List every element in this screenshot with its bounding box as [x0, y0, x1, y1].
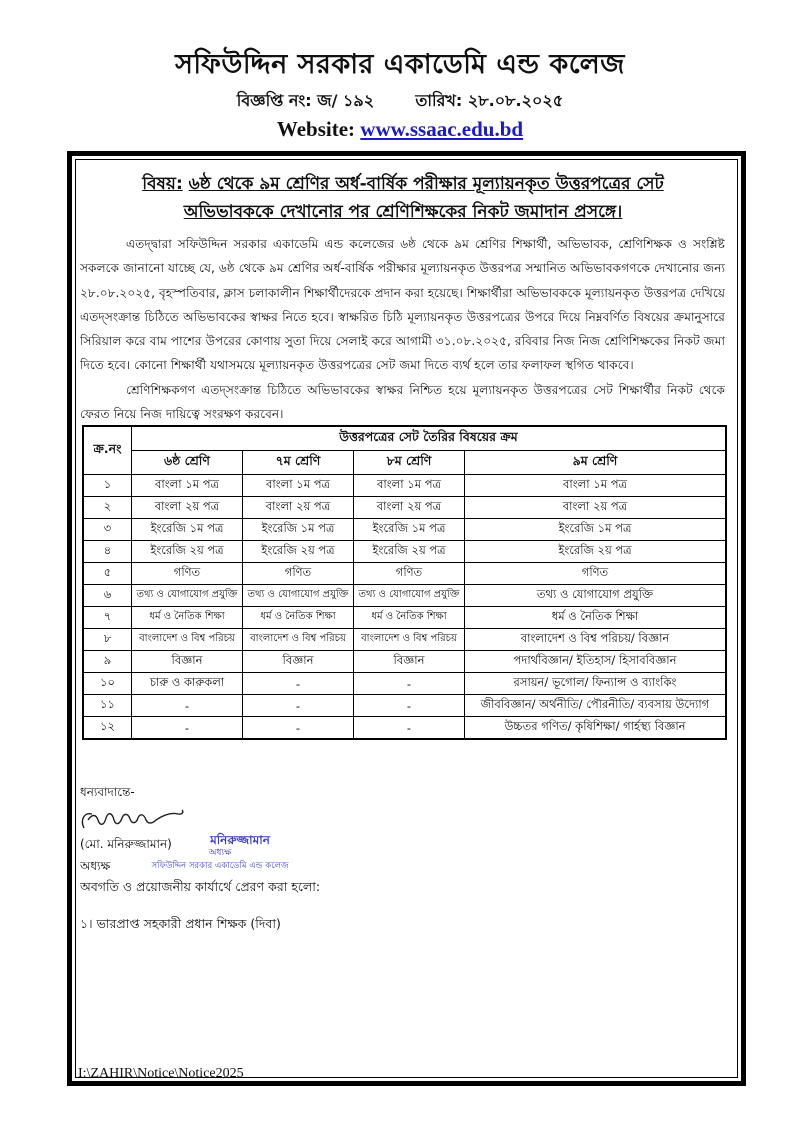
- stamp-name: মনিরুজ্জামান: [210, 833, 270, 847]
- subject-cell-class-6: -: [132, 717, 243, 740]
- notice-date: ২৮.০৮.২০২৫: [467, 91, 564, 110]
- subject-cell-class-9: জীববিজ্ঞান/ অর্থনীতি/ পৌরনীতি/ ব্যবসায় উদ্যোগ: [465, 695, 727, 717]
- subject-cell-class-9: বাংলাদেশ ও বিশ্ব পরিচয়/ বিজ্ঞান: [465, 629, 727, 651]
- subject-cell-class-9: ইংরেজি ১ম পত্র: [465, 519, 727, 541]
- body-paragraph-1: এতদ্দ্বারা সফিউদ্দিন সরকার একাডেমি এন্ড কলেজের ৬ষ্ঠ থেকে ৯ম শ্রেণির শিক্ষার্থী, অভিভাবক, শ্রেণিশিক্ষক ও সংশ্লিষ্ট সকলকে জানানো যাচ্ছে যে, ৬ষ্ঠ থেকে ৯ম শ্রেণির অর্ধ-বার্ষিক পরীক্ষার মূল্যায়নকৃত উত্তরপত্র সম্মানিত অভিভাবকগণকে দেখানোর জন্য ২৮.০৮.২০২৫, বৃহস্পতিবার, ক্লাস চলাকালীন শিক্ষার্থীদেরকে প্রদান করা হয়েছে। শিক্ষার্থীরা অভিভাবককে মূল্যায়নকৃত উত্তরপত্র দেখিয়ে এতদ্সংক্রান্ত চিঠিতে অভিভাবকের স্বাক্ষর নিতে হবে। স্বাক্ষরিত চিঠি মূল্যায়নকৃত উত্তরপত্রের উপরে দিয়ে নিম্নবর্ণিত বিষয়ের ক্রমানুসারে সিরিয়াল করে বাম পাশের উপরের কোণায় সুতা দিয়ে সেলাই করে আগামী ৩১.০৮.২০২৫, রবিবার নিজ নিজ শ্রেণিশিক্ষকের নিকট জমা দিতে হবে। কোনো শিক্ষার্থী যথাসময়ে মূল্যায়নকৃত উত্তরপত্রের সেট জমা দিতে ব্যর্থ হলে তার ফলাফল স্থগিত থাকবে।: [80, 237, 725, 373]
- table-row: [83, 651, 726, 673]
- subject-cell-class-7: -: [243, 673, 354, 695]
- subject-cell-class-8: তথ্য ও যোগাযোগ প্রযুক্তি: [354, 585, 465, 607]
- serial-header: ক্র.নং: [83, 426, 132, 475]
- subject-cell-class-6: বিজ্ঞান: [132, 651, 243, 673]
- subject-cell-class-7: বাংলাদেশ ও বিশ্ব পরিচয়: [243, 629, 354, 651]
- subject-cell-class-6: তথ্য ও যোগাযোগ প্রযুক্তি: [132, 585, 243, 607]
- table-row: [83, 695, 726, 717]
- subject-cell-class-9: ধর্ম ও নৈতিক শিক্ষা: [465, 607, 727, 629]
- table-row: [83, 607, 726, 629]
- subject-cell-class-8: বিজ্ঞান: [354, 651, 465, 673]
- subject-cell-class-6: বাংলা ২য় পত্র: [132, 497, 243, 519]
- subject-cell-class-7: বিজ্ঞান: [243, 651, 354, 673]
- subject-cell-class-8: বাংলাদেশ ও বিশ্ব পরিচয়: [354, 629, 465, 651]
- serial-cell: ১০: [83, 673, 132, 695]
- subject-cell-class-8: বাংলা ১ম পত্র: [354, 475, 465, 497]
- serial-cell: ৩: [83, 519, 132, 541]
- subject-line-2: অভিভাবককে দেখানোর পর শ্রেণিশিক্ষকের নিকট জমাদান প্রসঙ্গে।: [183, 202, 623, 222]
- serial-cell: ৯: [83, 651, 132, 673]
- subject-line-1: ৬ষ্ঠ থেকে ৯ম শ্রেণির অর্ধ-বার্ষিক পরীক্ষার মূল্যায়নকৃত উত্তরপত্রের সেট: [188, 174, 664, 194]
- website-line: [0, 117, 800, 142]
- subject-cell-class-8: ইংরেজি ১ম পত্র: [354, 519, 465, 541]
- subject-cell-class-6: ইংরেজি ১ম পত্র: [132, 519, 243, 541]
- table-body: [83, 475, 726, 740]
- signatory-name: (মো. মনিরুজ্জামান): [80, 837, 172, 851]
- serial-cell: ২: [83, 497, 132, 519]
- subject-cell-class-6: বাংলা ১ম পত্র: [132, 475, 243, 497]
- subject-cell-class-6: বাংলাদেশ ও বিশ্ব পরিচয়: [132, 629, 243, 651]
- stamp-designation: অধ্যক্ষ: [208, 848, 232, 858]
- serial-cell: ৭: [83, 607, 132, 629]
- subject-order-table: [82, 425, 727, 740]
- subject-cell-class-7: তথ্য ও যোগাযোগ প্রযুক্তি: [243, 585, 354, 607]
- subject-cell-class-7: ধর্ম ও নৈতিক শিক্ষা: [243, 607, 354, 629]
- serial-cell: ৪: [83, 541, 132, 563]
- table-row: [83, 475, 726, 497]
- subject-cell-class-8: ইংরেজি ২য় পত্র: [354, 541, 465, 563]
- serial-cell: ১২: [83, 717, 132, 740]
- table-row: [83, 673, 726, 695]
- forward-note: অবগতি ও প্রয়োজনীয় কার্যার্থে প্রেরণ করা হলো:: [80, 879, 321, 894]
- subject-cell-class-6: ইংরেজি ২য় পত্র: [132, 541, 243, 563]
- official-stamp: [140, 834, 300, 873]
- subject-cell-class-7: ইংরেজি ১ম পত্র: [243, 519, 354, 541]
- subject-cell-class-8: বাংলা ২য় পত্র: [354, 497, 465, 519]
- table-row: [83, 519, 726, 541]
- stamp-institution: সফিউদ্দিন সরকার একাডেমি এন্ড কলেজ: [151, 861, 289, 871]
- file-path: I:\ZAHIR\Notice\Notice2025: [78, 1066, 244, 1081]
- serial-cell: ৫: [83, 563, 132, 585]
- notice-number: জ/ ১৯২: [317, 91, 375, 110]
- column-header-class-7: ৭ম শ্রেণি: [243, 451, 354, 475]
- subject-cell-class-8: -: [354, 673, 465, 695]
- subject-cell-class-9: বাংলা ১ম পত্র: [465, 475, 727, 497]
- subject-cell-class-7: বাংলা ১ম পত্র: [243, 475, 354, 497]
- subject-cell-class-8: গণিত: [354, 563, 465, 585]
- signature-icon: [78, 806, 218, 836]
- body-paragraph-2: শ্রেণিশিক্ষকগণ এতদ্সংক্রান্ত চিঠিতে অভিভাবকের স্বাক্ষর নিশ্চিত হয়ে মূল্যায়নকৃত উত্তরপত্রের সেট শিক্ষার্থীর নিকট থেকে ফেরত নিয়ে নিজ দায়িত্বে সংরক্ষণ করবেন।: [80, 382, 725, 422]
- website-label: Website:: [276, 117, 356, 141]
- subject-cell-class-6: ধর্ম ও নৈতিক শিক্ষা: [132, 607, 243, 629]
- recipient-item: ১। ভারপ্রাপ্ত সহকারী প্রধান শিক্ষক (দিবা): [80, 916, 281, 931]
- subject-cell-class-9: তথ্য ও যোগাযোগ প্রযুক্তি: [465, 585, 727, 607]
- subject-cell-class-6: চারু ও কারুকলা: [132, 673, 243, 695]
- table-header-row-1: [83, 426, 726, 451]
- table-row: [83, 563, 726, 585]
- notice-number-label: বিজ্ঞপ্তি নং:: [236, 91, 312, 110]
- table-row: [83, 541, 726, 563]
- table-row: [83, 585, 726, 607]
- date-label: তারিখ:: [415, 91, 463, 110]
- column-header-class-8: ৮ম শ্রেণি: [354, 451, 465, 475]
- notice-reference-line: [0, 88, 800, 115]
- subject-cell-class-9: গণিত: [465, 563, 727, 585]
- subject-cell-class-7: -: [243, 695, 354, 717]
- subject-cell-class-9: পদার্থবিজ্ঞান/ ইতিহাস/ হিসাববিজ্ঞান: [465, 651, 727, 673]
- subject-cell-class-9: উচ্চতর গণিত/ কৃষিশিক্ষা/ গার্হস্থ্য বিজ্ঞান: [465, 717, 727, 740]
- table-row: [83, 717, 726, 740]
- serial-cell: ৮: [83, 629, 132, 651]
- subject-cell-class-9: রসায়ন/ ভূগোল/ ফিন্যান্স ও ব্যাংকিং: [465, 673, 727, 695]
- subject-cell-class-6: গণিত: [132, 563, 243, 585]
- subject-cell-class-9: ইংরেজি ২য় পত্র: [465, 541, 727, 563]
- subject-cell-class-8: -: [354, 695, 465, 717]
- column-header-class-9: ৯ম শ্রেণি: [465, 451, 727, 475]
- subject-heading: [78, 170, 728, 226]
- signatory-designation: অধ্যক্ষ: [80, 859, 111, 873]
- subject-cell-class-7: গণিত: [243, 563, 354, 585]
- table-row: [83, 497, 726, 519]
- subject-cell-class-8: ধর্ম ও নৈতিক শিক্ষা: [354, 607, 465, 629]
- serial-cell: ১: [83, 475, 132, 497]
- subject-cell-class-8: -: [354, 717, 465, 740]
- subject-cell-class-7: ইংরেজি ২য় পত্র: [243, 541, 354, 563]
- thanks-text: ধন্যবাদান্তে-: [80, 785, 135, 799]
- subject-cell-class-7: বাংলা ২য় পত্র: [243, 497, 354, 519]
- website-link[interactable]: www.ssaac.edu.bd: [360, 117, 524, 141]
- table-row: [83, 629, 726, 651]
- column-header-class-6: ৬ষ্ঠ শ্রেণি: [132, 451, 243, 475]
- group-header: উত্তরপত্রের সেট তৈরির বিষয়ের ক্রম: [132, 426, 727, 451]
- subject-cell-class-7: -: [243, 717, 354, 740]
- notice-body: [80, 232, 725, 426]
- serial-cell: ১১: [83, 695, 132, 717]
- table-header-row-2: [83, 451, 726, 475]
- subject-cell-class-9: বাংলা ২য় পত্র: [465, 497, 727, 519]
- subject-cell-class-6: -: [132, 695, 243, 717]
- institution-name: সফিউদ্দিন সরকার একাডেমি এন্ড কলেজ: [175, 49, 625, 80]
- serial-cell: ৬: [83, 585, 132, 607]
- subject-label: বিষয়:: [142, 174, 183, 194]
